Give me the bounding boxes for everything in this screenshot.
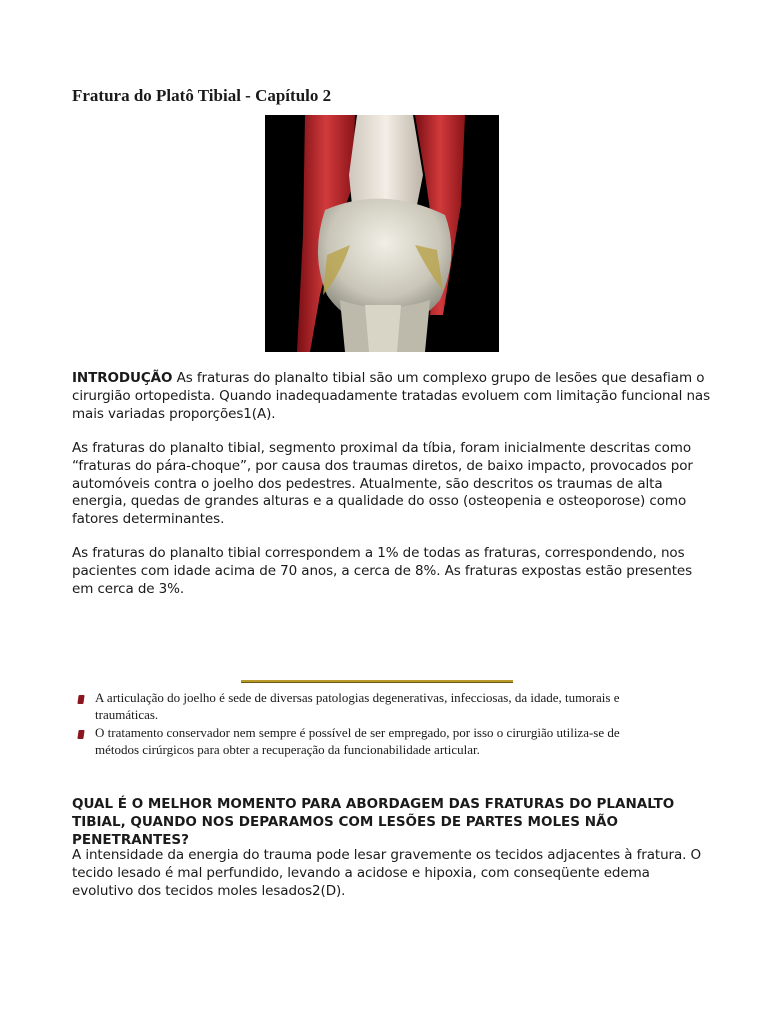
intro-heading: INTRODUÇÃO — [72, 370, 173, 386]
knee-anatomy-illustration — [265, 115, 499, 352]
history-paragraph: As fraturas do planalto tibial, segmento proximal da tíbia, foram inicialmente descritas como “fraturas do pára-choque”, por causa dos traumas diretos, de baixo impacto, provocados por automóveis contra o joelho dos pedestres. Atualmente, são descritos os traumas de alta energia, quedas de grandes alturas e a qualidade do osso (osteopenia e osteoporose) como fatores determinantes. — [72, 440, 693, 528]
page-title: Fratura do Platô Tibial - Capítulo 2 — [72, 86, 332, 105]
bullet-list — [78, 690, 638, 760]
list-item-text: A articulação do joelho é sede de diversas patologias degenerativas, infecciosas, da idade, tumorais e traumáticas. — [95, 690, 620, 722]
bullet-icon — [77, 695, 84, 704]
knee-anatomy-image — [265, 115, 499, 352]
section-divider — [241, 680, 513, 683]
intro-paragraph — [72, 370, 712, 423]
trauma-paragraph: A intensidade da energia do trauma pode lesar gravemente os tecidos adjacentes à fratura. O tecido lesado é mal perfundido, levando a acidose e hipoxia, com conseqüente edema evolutivo dos tecidos moles lesados2(D). — [72, 847, 702, 899]
list-item — [78, 725, 638, 758]
list-item — [78, 690, 638, 723]
intro-text: As fraturas do planalto tibial são um complexo grupo de lesões que desafiam o cirurgião ortopedista. Quando inadequadamente tratadas evoluem com limitação funcional nas mais variadas proporções1(A). — [72, 370, 711, 422]
list-item-text: O tratamento conservador nem sempre é possível de ser empregado, por isso o cirurgião utiliza-se de métodos cirúrgicos para obter a recuperação da funcionabilidade articular. — [95, 725, 620, 757]
statistics-paragraph: As fraturas do planalto tibial correspondem a 1% de todas as fraturas, correspondendo, nos pacientes com idade acima de 70 anos, a cerca de 8%. As fraturas expostas estão presentes em cerca de 3%. — [72, 545, 693, 597]
bullet-icon — [77, 730, 84, 739]
section-question-heading: QUAL É O MELHOR MOMENTO PARA ABORDAGEM DAS FRATURAS DO PLANALTO TIBIAL, QUANDO NOS DEPARAMOS COM LESÕES DE PARTES MOLES NÃO PENETRANTES? — [72, 796, 675, 848]
